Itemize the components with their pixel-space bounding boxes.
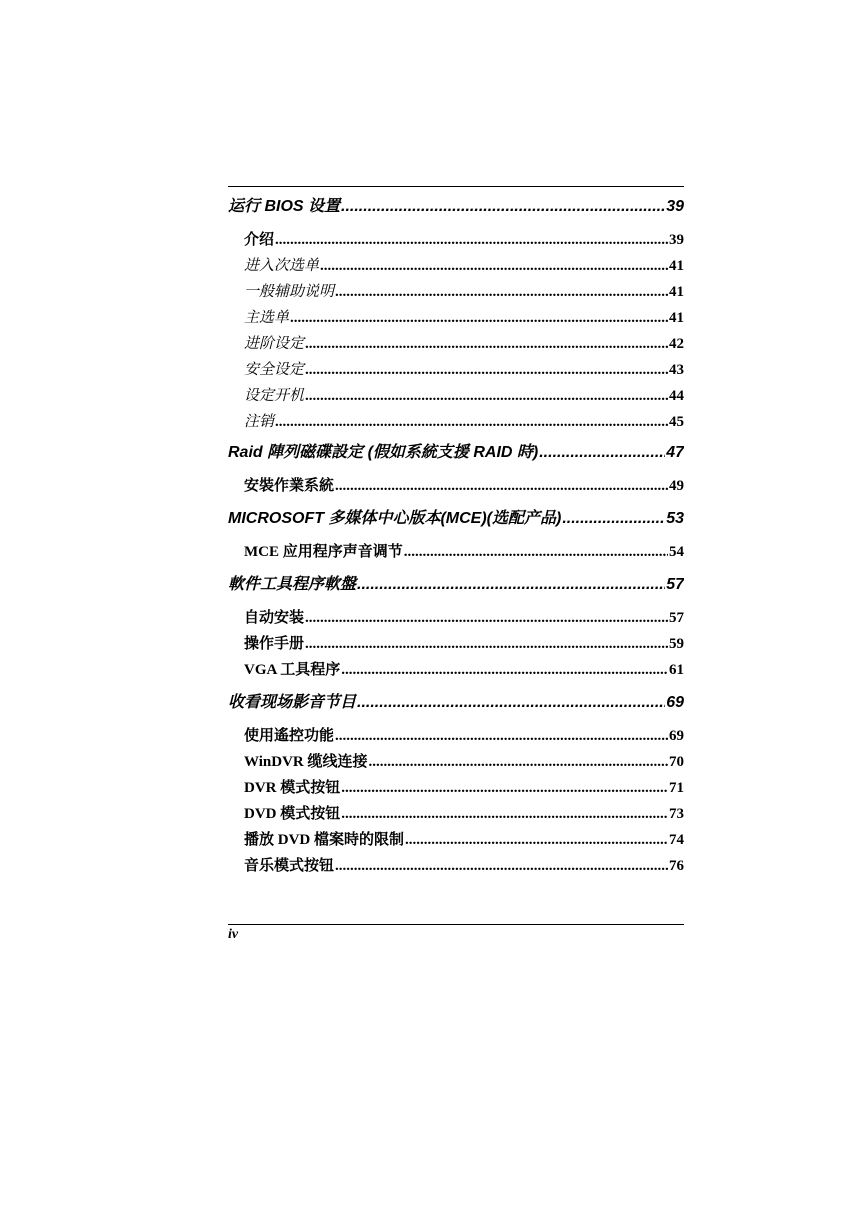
toc-entry[interactable] — [228, 749, 684, 775]
toc-entry[interactable] — [228, 473, 684, 499]
toc-chapter-live-tv[interactable] — [228, 691, 684, 715]
toc-page-number: 45 — [669, 414, 684, 430]
toc-page-number: 54 — [669, 544, 684, 560]
toc-chapter-software[interactable] — [228, 573, 684, 597]
dot-leader — [357, 573, 665, 597]
dot-leader — [335, 279, 668, 305]
dot-leader — [275, 227, 668, 253]
dot-leader — [335, 473, 668, 499]
toc-chapter-title: MICROSOFT 多媒体中心版本(MCE)(选配产品) — [228, 510, 562, 527]
toc-entry[interactable] — [228, 227, 684, 253]
toc-entry[interactable] — [228, 331, 684, 357]
dot-leader — [275, 409, 668, 435]
page-folio: iv — [228, 927, 239, 942]
toc-entry[interactable] — [228, 253, 684, 279]
toc-entry-title: 安全设定 — [244, 362, 305, 378]
toc-entry[interactable] — [228, 775, 684, 801]
dot-leader — [369, 749, 669, 775]
toc-chapter-title: Raid 陣列磁碟設定 (假如系統支援 RAID 時) — [228, 444, 539, 461]
toc-entry-title: 自动安装 — [244, 610, 305, 626]
toc-entry[interactable] — [228, 539, 684, 565]
dot-leader — [539, 441, 665, 465]
toc-entry[interactable] — [228, 827, 684, 853]
dot-leader — [341, 195, 665, 219]
dot-leader — [357, 691, 665, 715]
toc-entry-title: 进阶设定 — [244, 336, 305, 352]
toc-page-number: 41 — [669, 310, 684, 326]
toc-chapter-title: 軟件工具程序軟盤 — [228, 576, 357, 593]
toc-page-number: 39 — [666, 198, 684, 215]
toc-page-number: 76 — [669, 858, 684, 874]
toc-entry[interactable] — [228, 801, 684, 827]
toc-entry[interactable] — [228, 605, 684, 631]
toc-page-number: 74 — [669, 832, 684, 848]
toc-page-number: 47 — [666, 444, 684, 461]
dot-leader — [305, 631, 668, 657]
toc-chapter-title: 收看现场影音节目 — [228, 694, 357, 711]
toc-entry-title: 一般辅助说明 — [244, 284, 335, 300]
toc-entry-title: 安裝作業系統 — [244, 478, 335, 494]
toc-entry[interactable] — [228, 723, 684, 749]
toc-page-number: 41 — [669, 258, 684, 274]
dot-leader — [290, 305, 668, 331]
toc-entry-title: 主选单 — [244, 310, 290, 326]
toc-entry-title: MCE 应用程序声音调节 — [244, 544, 403, 560]
toc-entry-title: 设定开机 — [244, 388, 305, 404]
table-of-contents — [228, 186, 684, 879]
toc-entry[interactable] — [228, 853, 684, 879]
dot-leader — [341, 801, 668, 827]
dot-leader — [341, 657, 668, 683]
dot-leader — [405, 827, 668, 853]
toc-entry-title: DVD 模式按钮 — [244, 806, 341, 822]
dot-leader — [404, 539, 668, 565]
dot-leader — [305, 605, 668, 631]
toc-page-number: 53 — [666, 510, 684, 527]
toc-page-number: 57 — [666, 576, 684, 593]
toc-entry-title: VGA 工具程序 — [244, 662, 341, 678]
dot-leader — [305, 383, 668, 409]
toc-page-number: 42 — [669, 336, 684, 352]
toc-entry-title: 播放 DVD 檔案時的限制 — [244, 832, 404, 848]
dot-leader — [305, 331, 668, 357]
dot-leader — [562, 507, 665, 531]
footer-rule — [228, 924, 684, 925]
dot-leader — [341, 775, 668, 801]
toc-entry[interactable] — [228, 409, 684, 435]
toc-entry[interactable] — [228, 383, 684, 409]
toc-entry[interactable] — [228, 305, 684, 331]
toc-page-number: 59 — [669, 636, 684, 652]
toc-entry[interactable] — [228, 631, 684, 657]
dot-leader — [335, 723, 668, 749]
toc-entry[interactable] — [228, 657, 684, 683]
toc-chapter-bios[interactable] — [228, 195, 684, 219]
toc-page-number: 71 — [669, 780, 684, 796]
toc-page-number: 69 — [669, 728, 684, 744]
dot-leader — [335, 853, 668, 879]
toc-page-number: 69 — [666, 694, 684, 711]
toc-entry[interactable] — [228, 279, 684, 305]
toc-entry-title: DVR 模式按钮 — [244, 780, 341, 796]
toc-page-number: 44 — [669, 388, 684, 404]
toc-entry-title: 进入次选单 — [244, 258, 320, 274]
toc-entry-title: WinDVR 缆线连接 — [244, 754, 368, 770]
toc-entry-title: 介绍 — [244, 232, 275, 248]
toc-entry[interactable] — [228, 357, 684, 383]
toc-entry-title: 操作手册 — [244, 636, 305, 652]
toc-page-number: 61 — [669, 662, 684, 678]
toc-entry-title: 使用遙控功能 — [244, 728, 335, 744]
toc-page-number: 70 — [669, 754, 684, 770]
toc-entry-title: 注销 — [244, 414, 275, 430]
dot-leader — [320, 253, 668, 279]
toc-chapter-mce[interactable] — [228, 507, 684, 531]
toc-page-number: 39 — [669, 232, 684, 248]
dot-leader — [305, 357, 668, 383]
toc-page-number: 43 — [669, 362, 684, 378]
toc-page-number: 73 — [669, 806, 684, 822]
toc-chapter-title: 运行 BIOS 设置 — [228, 198, 341, 215]
toc-entry-title: 音乐模式按钮 — [244, 858, 335, 874]
toc-chapter-raid[interactable] — [228, 441, 684, 465]
page-footer — [228, 924, 684, 943]
toc-page-number: 57 — [669, 610, 684, 626]
toc-page-number: 41 — [669, 284, 684, 300]
toc-page-number: 49 — [669, 478, 684, 494]
